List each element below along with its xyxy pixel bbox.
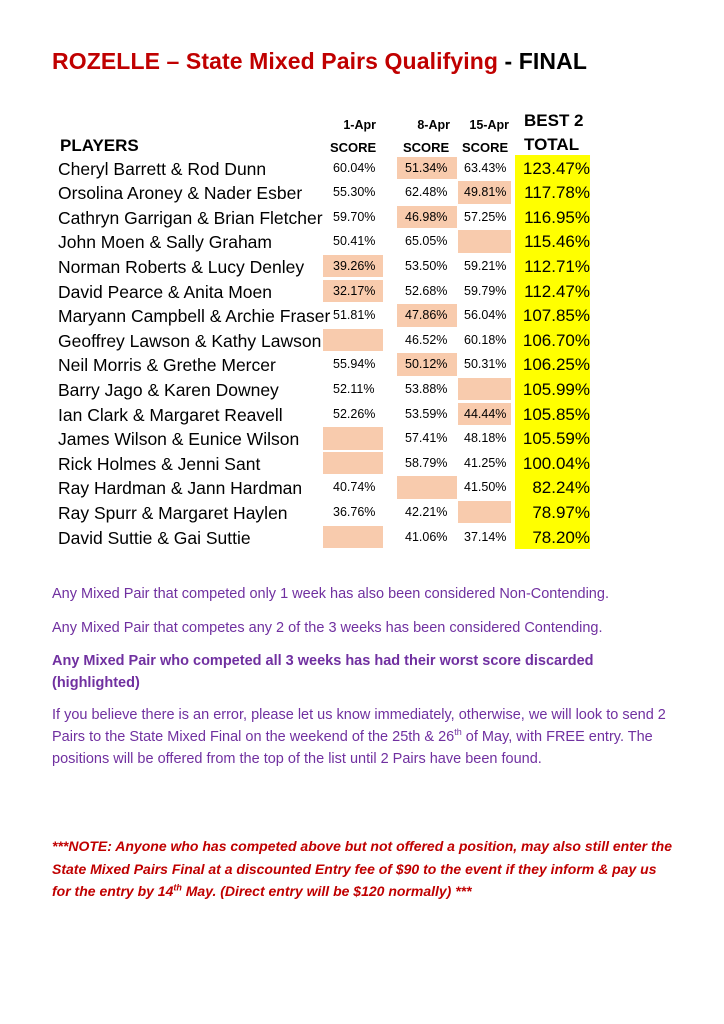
- score-value: [323, 431, 333, 445]
- score-cell-week-1: [323, 501, 383, 524]
- table-row: [0, 180, 724, 205]
- score-header-3: SCORE: [462, 140, 509, 155]
- table-row: [0, 156, 724, 181]
- score-value: 51.34%: [405, 160, 448, 175]
- score-value: 59.70%: [333, 209, 376, 224]
- score-value: 53.59%: [405, 406, 448, 421]
- player-names: Barry Jago & Karen Downey: [58, 379, 279, 400]
- title-separator: -: [498, 48, 519, 74]
- score-cell-week-2: [397, 206, 457, 229]
- best-header: BEST 2: [524, 111, 584, 130]
- table-row: [0, 254, 724, 279]
- players-header: PLAYERS: [60, 136, 139, 155]
- score-cell-week-1: [323, 403, 383, 426]
- score-cell-week-2: [397, 230, 457, 253]
- best-total: 106.25%: [522, 355, 590, 375]
- date-header-1: 1-Apr: [343, 118, 376, 132]
- best-total: 78.97%: [532, 502, 590, 522]
- score-value: 32.17%: [333, 283, 376, 298]
- score-value: 39.26%: [333, 258, 376, 273]
- score-value: [458, 382, 464, 396]
- score-value: 60.18%: [464, 332, 507, 347]
- score-value: 51.81%: [333, 308, 376, 323]
- score-cell-week-3: [458, 255, 511, 278]
- score-cell-week-2: [397, 526, 457, 549]
- score-value: 63.43%: [464, 160, 507, 175]
- player-names: James Wilson & Eunice Wilson: [58, 429, 300, 450]
- table-row: [0, 328, 724, 353]
- score-value: 59.79%: [464, 283, 507, 298]
- score-cell-week-3: [458, 353, 511, 376]
- score-cell-week-3: [458, 501, 511, 524]
- best-total: 82.24%: [532, 478, 590, 498]
- score-value: 44.44%: [464, 406, 507, 421]
- player-names: Norman Roberts & Lucy Denley: [58, 256, 305, 277]
- player-names: Rick Holmes & Jenni Sant: [58, 453, 261, 474]
- score-cell-week-3: [458, 280, 511, 303]
- score-value: 37.14%: [464, 529, 507, 544]
- score-value: [323, 333, 333, 347]
- score-cell-week-2: [397, 378, 457, 401]
- best-total: 78.20%: [532, 527, 590, 547]
- score-cell-week-2: [397, 181, 457, 204]
- best-total: 116.95%: [524, 207, 590, 227]
- player-names: Maryann Campbell & Archie Fraser: [58, 306, 331, 327]
- table-row: [0, 377, 724, 402]
- score-cell-week-3: [458, 476, 511, 499]
- best-total: 123.47%: [522, 158, 590, 178]
- table-row: [0, 205, 724, 230]
- page-title: [52, 48, 587, 75]
- score-cell-week-2: [397, 452, 457, 475]
- note-error-info: [52, 704, 682, 770]
- table-row: [0, 426, 724, 451]
- score-value: 41.25%: [464, 455, 507, 470]
- score-value: [397, 480, 405, 494]
- player-names: Neil Morris & Grethe Mercer: [58, 355, 276, 376]
- player-names: John Moen & Sally Graham: [58, 232, 272, 253]
- score-value: 49.81%: [464, 185, 507, 200]
- score-cell-week-3: [458, 181, 511, 204]
- score-cell-week-3: [458, 526, 511, 549]
- table-row: [0, 500, 724, 525]
- date-header-3: 15-Apr: [469, 118, 509, 132]
- player-names: Cheryl Barrett & Rod Dunn: [58, 158, 267, 179]
- score-cell-week-1: [323, 427, 383, 450]
- table-row: [0, 402, 724, 427]
- score-cell-week-3: [458, 378, 511, 401]
- best-total: 117.78%: [524, 183, 590, 203]
- note-contending: Any Mixed Pair that competes any 2 of the 3 weeks has been considered Contending.: [52, 620, 603, 636]
- score-cell-week-3: [458, 329, 511, 352]
- table-row: [0, 352, 724, 377]
- score-value: 50.31%: [464, 357, 507, 372]
- table-row: [0, 229, 724, 254]
- score-cell-week-1: [323, 353, 383, 376]
- score-value: 40.74%: [333, 480, 376, 495]
- score-cell-week-1: [323, 206, 383, 229]
- score-value: 59.21%: [464, 258, 507, 273]
- best-total: 105.59%: [522, 429, 590, 449]
- score-cell-week-1: [323, 230, 383, 253]
- score-value: 65.05%: [405, 234, 448, 249]
- score-cell-week-3: [458, 157, 511, 180]
- title-main: ROZELLE – State Mixed Pairs Qualifying: [52, 48, 499, 74]
- score-cell-week-2: [397, 501, 457, 524]
- score-value: 62.48%: [405, 185, 448, 200]
- score-value: 53.88%: [405, 381, 448, 396]
- score-value: 52.26%: [333, 406, 376, 421]
- score-cell-week-1: [323, 476, 383, 499]
- score-cell-week-1: [323, 304, 383, 327]
- score-cell-week-2: [397, 329, 457, 352]
- score-value: 53.50%: [405, 258, 448, 273]
- title-final: FINAL: [518, 48, 587, 74]
- score-cell-week-2: [397, 476, 457, 499]
- score-value: 50.12%: [405, 357, 448, 372]
- note-non-contending: Any Mixed Pair that competed only 1 week has also been considered Non-Contending.: [52, 586, 609, 602]
- score-value: 41.50%: [464, 480, 507, 495]
- score-cell-week-2: [397, 255, 457, 278]
- best-total: 106.70%: [522, 330, 590, 350]
- player-names: Cathryn Garrigan & Brian Fletcher: [58, 207, 323, 228]
- score-value: 55.30%: [333, 185, 376, 200]
- score-value: [458, 234, 464, 248]
- score-cell-week-2: [397, 427, 457, 450]
- score-value: 41.06%: [405, 529, 448, 544]
- score-header-2: SCORE: [403, 140, 450, 155]
- discount-note-text-b: May. (Direct entry will be $120 normally) ***: [181, 883, 472, 899]
- score-value: 55.94%: [333, 357, 376, 372]
- score-cell-week-1: [323, 255, 383, 278]
- score-value: 50.41%: [333, 234, 376, 249]
- score-value: 60.04%: [333, 160, 376, 175]
- score-cell-week-2: [397, 353, 457, 376]
- score-cell-week-1: [323, 452, 383, 475]
- score-value: 57.41%: [405, 431, 448, 446]
- note-error-sup: th: [454, 727, 462, 738]
- player-names: Ray Hardman & Jann Hardman: [58, 478, 303, 499]
- score-header-1: SCORE: [330, 140, 377, 155]
- table-row: [0, 525, 724, 550]
- note-worst-discarded: Any Mixed Pair who competed all 3 weeks has had their worst score discarded (highlighted): [52, 653, 594, 691]
- score-cell-week-1: [323, 378, 383, 401]
- table-row: [0, 279, 724, 304]
- score-cell-week-2: [397, 304, 457, 327]
- player-names: David Pearce & Anita Moen: [58, 281, 273, 302]
- date-header-2: 8-Apr: [417, 118, 450, 132]
- table-row: [0, 451, 724, 476]
- score-value: 42.21%: [405, 504, 448, 519]
- score-value: [323, 530, 333, 544]
- score-cell-week-1: [323, 157, 383, 180]
- score-cell-week-3: [458, 403, 511, 426]
- player-names: Geoffrey Lawson & Kathy Lawson: [58, 330, 322, 351]
- best-total: 107.85%: [522, 306, 590, 326]
- score-value: 48.18%: [464, 431, 507, 446]
- score-value: 47.86%: [405, 308, 448, 323]
- score-cell-week-3: [458, 230, 511, 253]
- score-value: 46.52%: [405, 332, 448, 347]
- player-names: Ian Clark & Margaret Reavell: [58, 404, 283, 425]
- score-value: 52.11%: [333, 381, 375, 396]
- discount-note-sup: th: [173, 882, 182, 893]
- score-value: 56.04%: [464, 308, 507, 323]
- score-value: 46.98%: [405, 209, 448, 224]
- discount-note-text-a: ***NOTE: Anyone who has competed above but not offered a position, may also still enter the State Mixed Pairs Final at a discounted Entry fee of $90 to the event if they inform & pay us for the entry by 14: [52, 838, 672, 899]
- score-cell-week-1: [323, 329, 383, 352]
- best-total: 115.46%: [524, 232, 590, 252]
- player-names: David Suttie & Gai Suttie: [58, 527, 251, 548]
- table-row: [0, 475, 724, 500]
- score-cell-week-1: [323, 526, 383, 549]
- note-error-text-b: of May, with FREE entry. The positions will be offered from the top of the list until 2 Pairs have been found.: [52, 729, 653, 767]
- best-total: 100.04%: [522, 453, 590, 473]
- score-cell-week-3: [458, 206, 511, 229]
- best-total: 112.47%: [524, 281, 590, 301]
- score-value: 58.79%: [405, 455, 448, 470]
- score-cell-week-3: [458, 427, 511, 450]
- best-total: 105.99%: [522, 379, 590, 399]
- score-cell-week-3: [458, 304, 511, 327]
- score-value: [458, 505, 464, 519]
- player-names: Orsolina Aroney & Nader Esber: [58, 183, 303, 204]
- score-cell-week-2: [397, 280, 457, 303]
- score-cell-week-2: [397, 403, 457, 426]
- score-value: 57.25%: [464, 209, 507, 224]
- table-row: [0, 303, 724, 328]
- score-cell-week-2: [397, 157, 457, 180]
- score-cell-week-1: [323, 181, 383, 204]
- total-header: TOTAL: [524, 135, 580, 154]
- score-cell-week-3: [458, 452, 511, 475]
- score-cell-week-1: [323, 280, 383, 303]
- score-value: 52.68%: [405, 283, 448, 298]
- score-value: [323, 456, 333, 470]
- best-total: 112.71%: [524, 256, 590, 276]
- discount-note: [52, 835, 672, 903]
- score-value: 36.76%: [333, 504, 376, 519]
- note-error-text-a: If you believe there is an error, please let us know immediately, otherwise, we will look to send 2 Pairs to the State Mixed Final on the weekend of the 25th & 26: [52, 707, 666, 745]
- player-names: Ray Spurr & Margaret Haylen: [58, 502, 288, 523]
- best-total: 105.85%: [522, 404, 590, 424]
